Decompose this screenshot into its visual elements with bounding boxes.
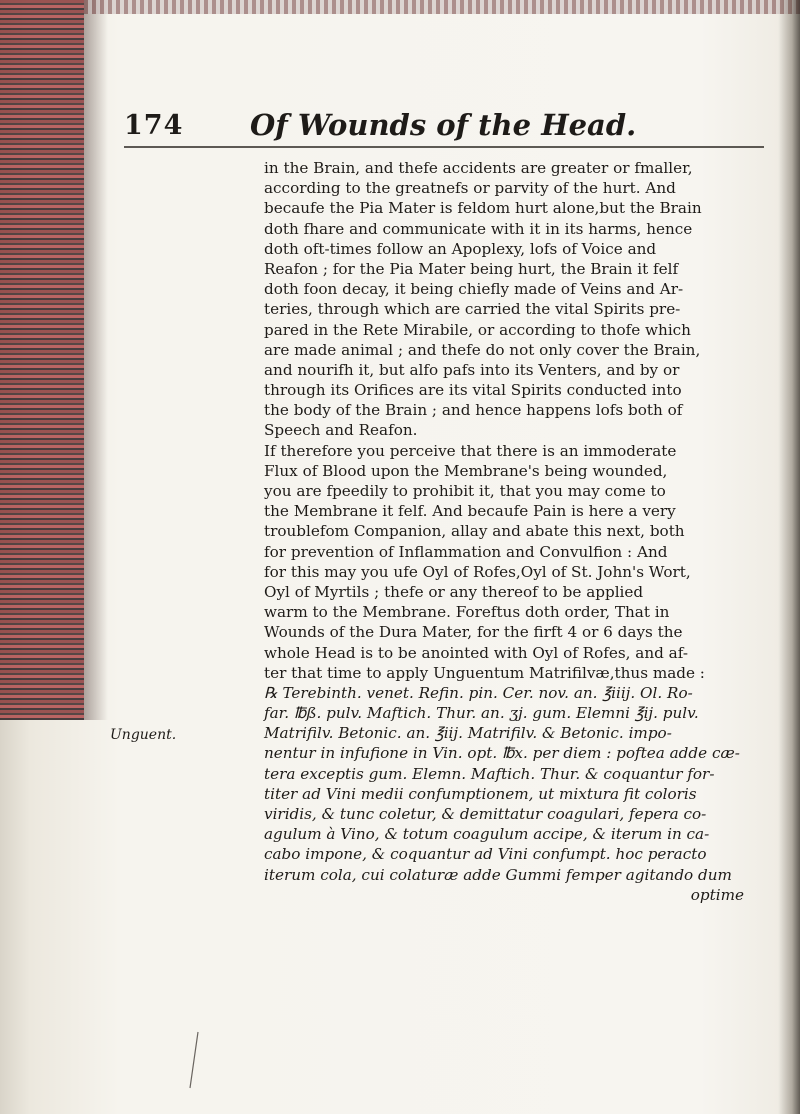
header-rule — [124, 146, 764, 148]
text-line: for this may you ufe Oyl of Rofes,Oyl of St. John's Wort, — [264, 562, 691, 581]
recipe-line: titer ad Vini medii confumptionem, ut mixtura fit coloris — [264, 784, 697, 803]
recipe-line: nentur in infufione in Vin. opt. ℔x. per diem : poftea adde cæ- — [264, 744, 740, 763]
text-line: troublefom Companion, allay and abate this next, both — [264, 522, 685, 541]
page-top-edge — [84, 0, 800, 14]
book-binding — [0, 0, 84, 720]
recipe-line: viridis, & tunc coletur, & demittatur coagulari, fepera co- — [264, 805, 707, 823]
recipe-line: far. ℔ß. pulv. Maftich. Thur. an. ʒj. gum. Elemni ℥ij. pulv. — [264, 704, 699, 723]
recipe-line: agulum à Vino, & totum coagulum accipe, & iterum in ca- — [264, 825, 710, 844]
pencil-mark — [186, 1030, 202, 1090]
text-line: through its Orifices are its vital Spirits conducted into — [264, 381, 682, 400]
text-line: pared in the Rete Mirabile, or according to thofe which — [264, 320, 691, 339]
page-number: 174 — [124, 110, 184, 141]
page-header — [124, 110, 764, 150]
text-line: are made animal ; and thefe do not only cover the Brain, — [264, 340, 701, 359]
text-line: Reafon ; for the Pia Mater being hurt, the Brain it felf — [264, 259, 679, 278]
body-text — [264, 158, 764, 905]
text-line: ter that time to apply Unguentum Matrifilvæ,thus made : — [264, 663, 705, 682]
text-line: Oyl of Myrtils ; thefe or any thereof to be applied — [264, 582, 644, 601]
recipe-line: tera exceptis gum. Elemn. Maftich. Thur. & coquantur for- — [264, 764, 715, 783]
text-line: doth oft-times follow an Apoplexy, lofs of Voice and — [264, 239, 657, 258]
text-line: Flux of Blood upon the Membrane's being wounded, — [264, 461, 668, 480]
text-line: in the Brain, and thefe accidents are greater or fmaller, — [264, 159, 693, 177]
text-line: Speech and Reafon. — [264, 421, 418, 440]
text-line: the Membrane it felf. And becaufe Pain is here a very — [264, 502, 676, 521]
text-line: doth foon decay, it being chiefly made of Veins and Ar- — [264, 280, 684, 299]
running-title: Of Wounds of the Head. — [250, 108, 637, 142]
text-line: becaufe the Pia Mater is feldom hurt alone,but the Brain — [264, 199, 702, 218]
text-line: the body of the Brain ; and hence happens lofs both of — [264, 401, 683, 420]
text-line: warm to the Membrane. Foreftus doth order, That in — [264, 603, 670, 622]
recipe-line: cabo impone, & coquantur ad Vini confumpt. hoc peracto — [264, 845, 707, 864]
text-line: for prevention of Inflammation and Convulfion : And — [264, 542, 668, 561]
recipe-line: iterum cola, cui colaturæ adde Gummi femper agitando dum — [264, 865, 732, 884]
recipe-line: Matrifilv. Betonic. an. ℥iij. Matrifilv. & Betonic. impo- — [264, 724, 672, 743]
margin-note: Unguent. — [110, 727, 177, 743]
text-line: whole Head is to be anointed with Oyl of Rofes, and af- — [264, 643, 688, 662]
recipe-line: optime — [690, 885, 744, 904]
text-line: you are fpeedily to prohibit it, that you may come to — [264, 482, 666, 500]
text-line: Wounds of the Dura Mater, for the firft 4 or 6 days the — [264, 623, 683, 642]
text-line: teries, through which are carried the vital Spirits pre- — [264, 300, 681, 319]
text-line: and nourifh it, but alfo pafs into its Venters, and by or — [264, 360, 680, 379]
page-right-edge — [778, 0, 800, 1114]
recipe-line: ℞ Terebinth. venet. Refin. pin. Cer. nov. an. ℥iiij. Ol. Ro- — [264, 683, 693, 702]
text-line: according to the greatnefs or parvity of the hurt. And — [264, 179, 676, 198]
text-line: doth fhare and communicate with it in its harms, hence — [264, 219, 693, 238]
text-line: If therefore you perceive that there is an immoderate — [264, 441, 677, 460]
